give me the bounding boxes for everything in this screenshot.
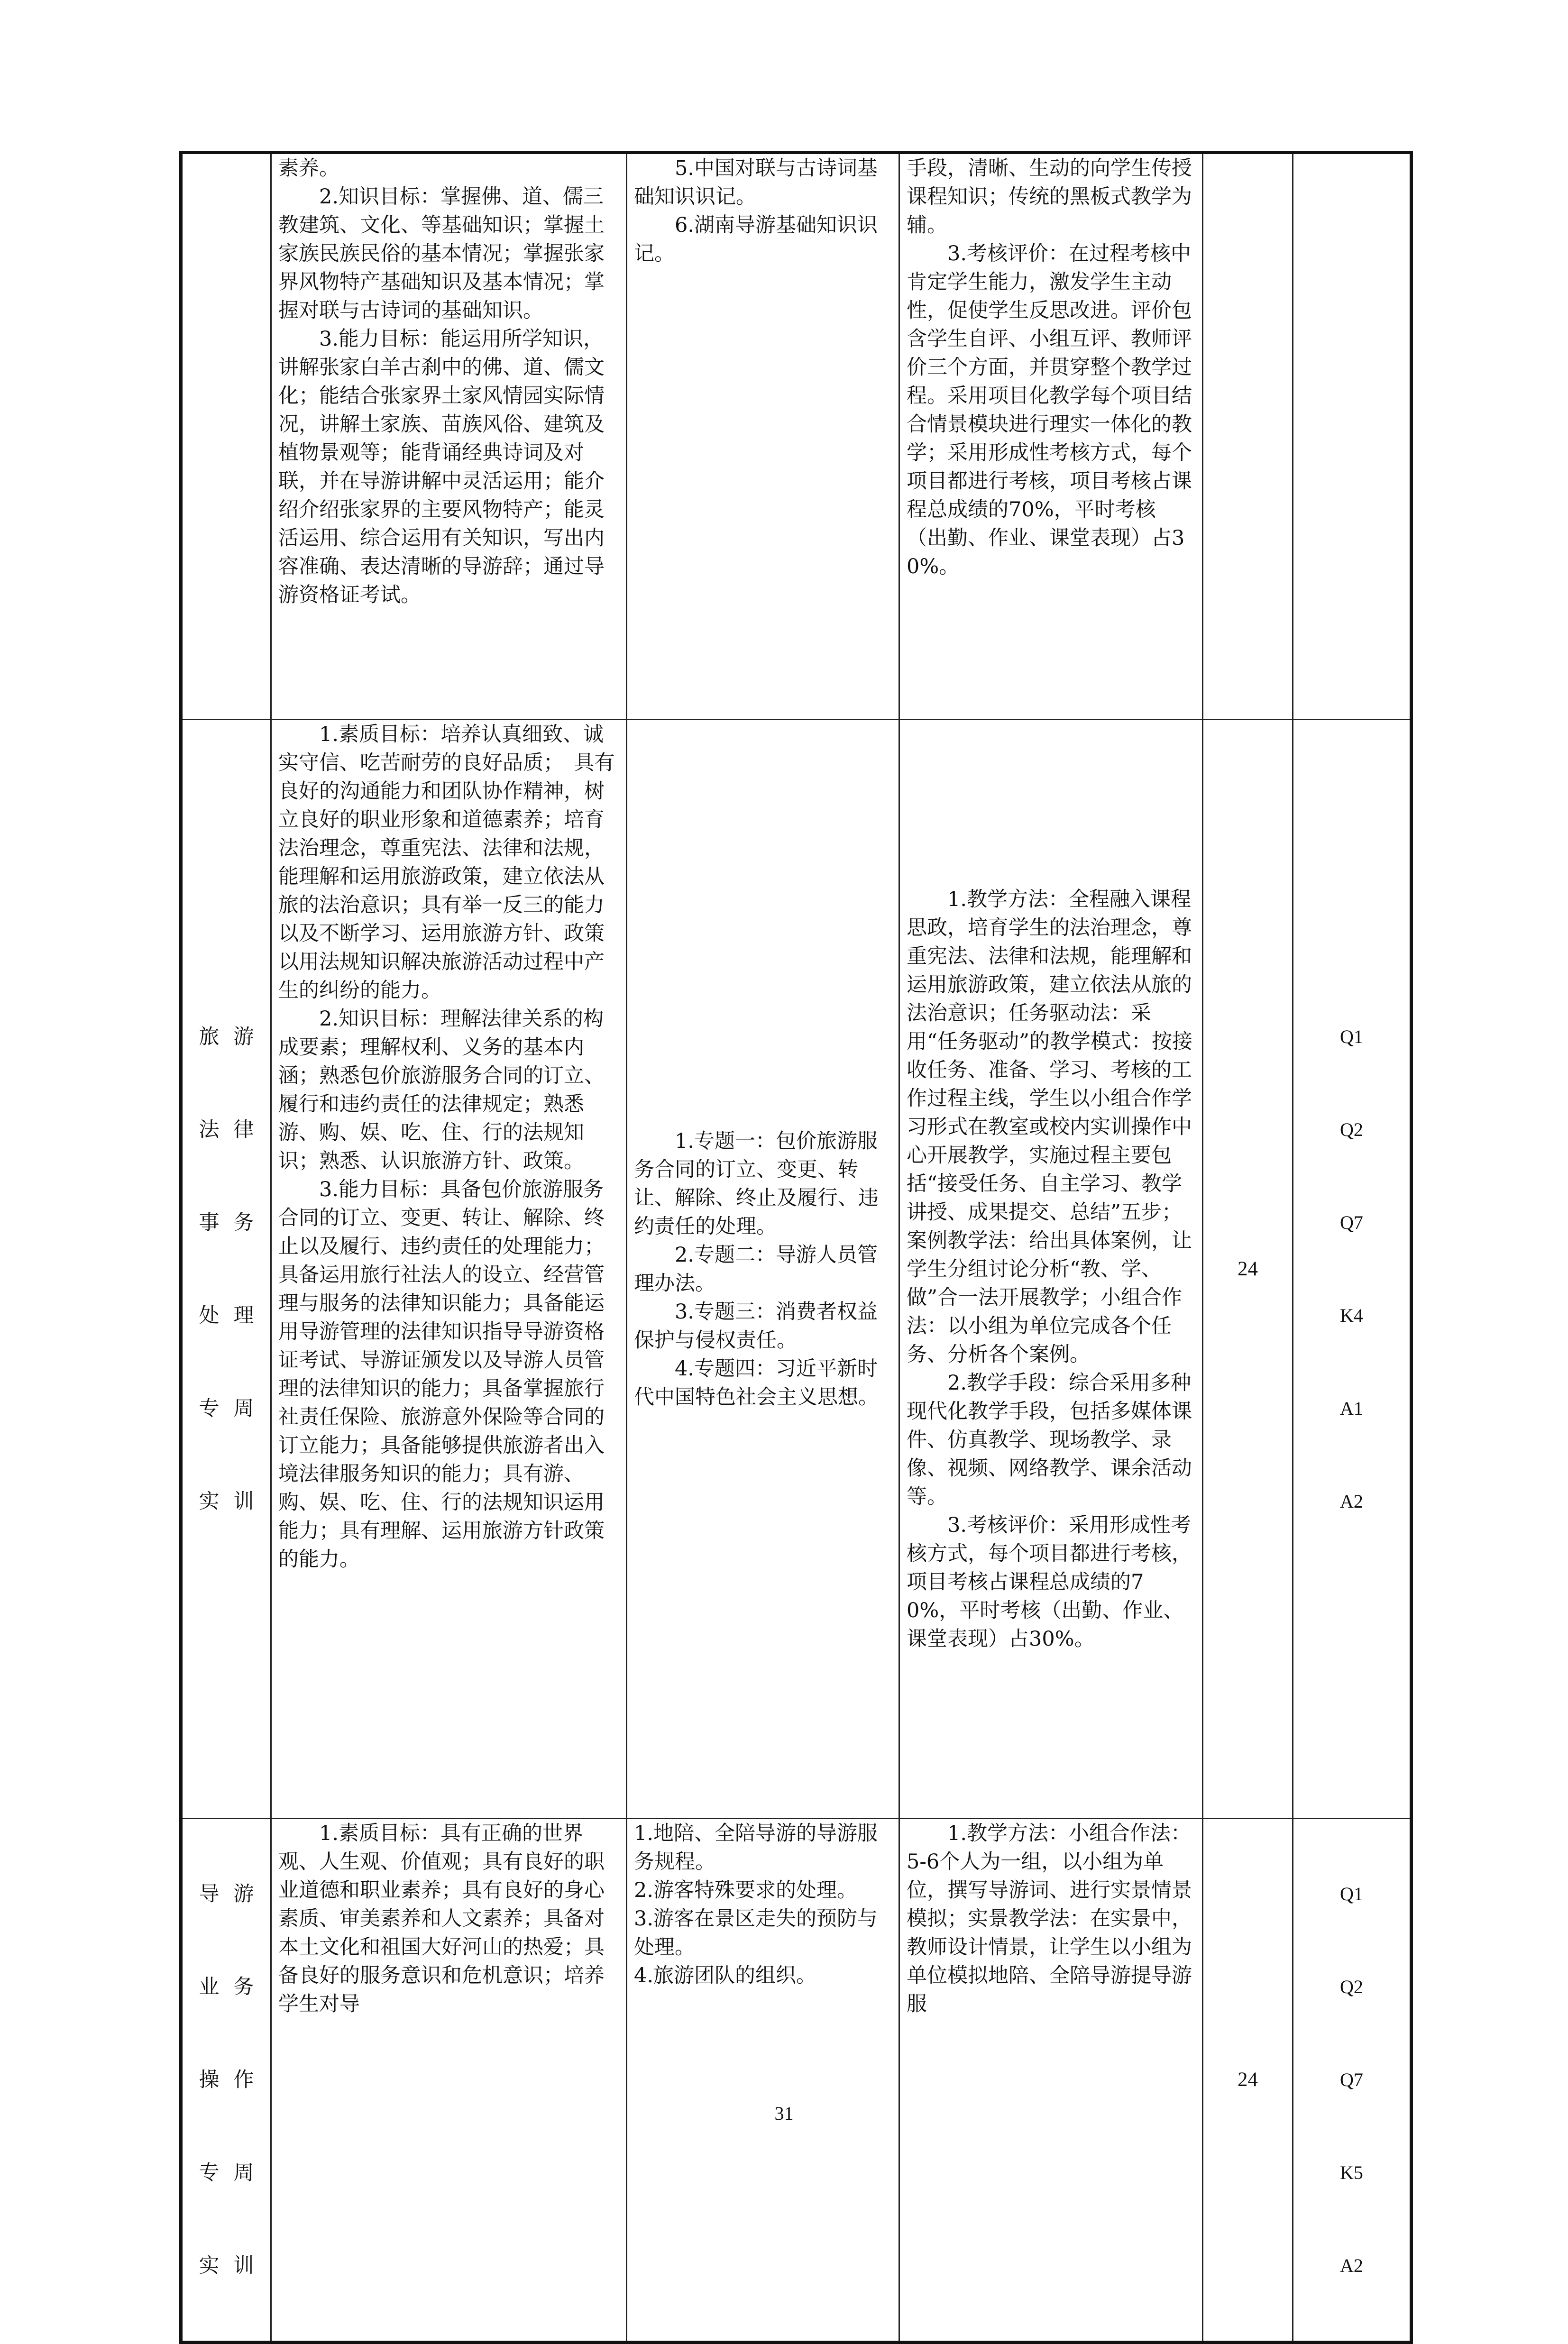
course-name-line: 实训 [199,1489,268,1513]
hours-cell: 24 [1203,1819,1293,2343]
course-content-cell: 1.专题一：包价旅游服务合同的订立、变更、转让、解除、终止及履行、违约责任的处理。 2.专题二：导游人员管理办法。 3.专题三：消费者权益保护与侵权责任。 4.专题四：习近平新时代中国特色社会主义思想。 [627,720,899,1819]
course-goals-cell: 1.素质目标：培养认真细致、诚实守信、吃苦耐劳的良好品质； 具有良好的沟通能力和团队协作精神，树立良好的职业形象和道德素养；培育法治理念，尊重宪法、法律和法规，能理解和运用旅游政策，建立依法从旅的法治意识；具有举一反三的能力以及不断学习、运用旅游方针、政策以用法规知识解决旅游活动过程中产生的纠纷的能力。 2.知识目标：理解法律关系的构成要素；理解权利、义务的基本内涵；熟悉包价旅游服务合同的订立、履行和违约责任的法律规定；熟悉游、购、娱、吃、住、行的法规知识；熟悉、认识旅游方针、政策。 3.能力目标：具备包价旅游服务合同的订立、变更、转让、解除、终止以及履行、违约责任的处理能力；具备运用旅行社法人的设立、经营管理与服务的法律知识能力；具备能运用导游管理的法律知识指导导游资格证考试、导游证颁发以及导游人员管理的法律知识的能力；具备掌握旅行社责任保险、旅游意外保险等合同的订立能力；具备能够提供旅游者出入境法律服务知识的能力；具有游、购、娱、吃、住、行的法规知识运用能力；具有理解、运用旅游方针政策的能力。 [271,720,627,1819]
course-content-cell: 5.中国对联与古诗词基础知识识记。 6.湖南导游基础知识识记。 [627,153,899,720]
course-name-cell [181,153,271,720]
course-name-cell [181,720,271,1819]
ability-code: Q1 [1340,1883,1363,1904]
table-row-guide-operations [181,1819,1412,2343]
page-number: 31 [774,2103,794,2124]
course-goals-cell: 素养。 2.知识目标：掌握佛、道、儒三教建筑、文化、等基础知识；掌握土家族民族民俗的基本情况；掌握张家界风物特产基础知识及基本情况；掌握对联与古诗词的基础知识。 3.能力目标：能运用所学知识，讲解张家白羊古刹中的佛、道、儒文化；能结合张家界土家风情园实际情况，讲解土家族、苗族风俗、建筑及植物景观等；能背诵经典诗词及对联，并在导游讲解中灵活运用；能介绍介绍张家界的主要风物特产；能灵活运用、综合运用有关知识，写出内容准确、表达清晰的导游辞；通过导游资格证考试。 [271,153,627,720]
ability-code: K4 [1340,1304,1363,1326]
course-name-line: 处理 [199,1303,268,1328]
ability-code: Q2 [1340,1976,1363,1997]
ability-code: K5 [1340,2162,1363,2183]
course-name-line: 业务 [199,1975,268,1999]
table-row-continued [181,153,1412,720]
ability-codes-cell [1293,720,1412,1819]
teaching-methods-cell: 1.教学方法：小组合作法：5-6个人为一组，以小组为单位，撰写导游词、进行实景情景模拟；实景教学法：在实景中，教师设计情景，让学生以小组为单位模拟地陪、全陪导游提导游服 [899,1819,1203,2343]
ability-code: Q7 [1340,2069,1363,2090]
ability-code: A1 [1340,1397,1363,1419]
ability-codes-cell [1293,1819,1412,2343]
ability-code: A2 [1340,1490,1363,1512]
teaching-methods-cell: 1.教学方法：全程融入课程思政，培育学生的法治理念，尊重宪法、法律和法规，能理解和运用旅游政策，建立依法从旅的法治意识；任务驱动法：采用“任务驱动”的教学模式：按接收任务、准备、学习、考核的工作过程主线，学生以小组合作学习形式在教室或校内实训操作中心开展教学，实施过程主要包括“接受任务、自主学习、教学讲授、成果提交、总结”五步；案例教学法：给出具体案例，让学生分组讨论分析“教、学、做”合一法开展教学；小组合作法：以小组为单位完成各个任务、分析各个案例。 2.教学手段：综合采用多种现代化教学手段，包括多媒体课件、仿真教学、现场教学、录像、视频、网络教学、课余活动等。 3.考核评价：采用形成性考核方式，每个项目都进行考核，项目考核占课程总成绩的70%，平时考核（出勤、作业、课堂表现）占30%。 [899,720,1203,1819]
course-name-cell [181,1819,271,2343]
ability-code: Q1 [1340,1026,1363,1047]
course-table [179,151,1413,2344]
ability-code: Q7 [1340,1211,1363,1233]
course-name-line: 实训 [199,2254,268,2278]
ability-codes-cell [1293,153,1412,720]
hours-cell [1203,153,1293,720]
course-name-line: 操作 [199,2068,268,2092]
course-name-line: 事务 [199,1210,268,1235]
course-name-line: 导游 [199,1882,268,1906]
ability-code: A2 [1340,2255,1363,2276]
teaching-methods-cell: 手段，清晰、生动的向学生传授课程知识；传统的黑板式教学为辅。 3.考核评价：在过程考核中肯定学生能力，激发学生主动性，促使学生反思改进。评价包含学生自评、小组互评、教师评价三个方面，并贯穿整个教学过程。采用项目化教学每个项目结合情景模块进行理实一体化的教学；采用形成性考核方式，每个项目都进行考核，项目考核占课程总成绩的70%，平时考核（出勤、作业、课堂表现）占30%。 [899,153,1203,720]
course-goals-cell: 1.素质目标：具有正确的世界观、人生观、价值观；具有良好的职业道德和职业素养；具有良好的身心素质、审美素养和人文素养；具备对本土文化和祖国大好河山的热爱；具备良好的服务意识和危机意识；培养学生对导 [271,1819,627,2343]
table-row-tourism-law [181,720,1412,1819]
course-name-line: 专周 [199,1396,268,1420]
course-name-line: 旅游 [199,1025,268,1049]
hours-cell: 24 [1203,720,1293,1819]
course-name-line: 专周 [199,2161,268,2185]
course-name-line: 法律 [199,1117,268,1142]
course-content-cell: 1.地陪、全陪导游的导游服务规程。 2.游客特殊要求的处理。 3.游客在景区走失的预防与处理。 4.旅游团队的组织。 [627,1819,899,2343]
ability-code: Q2 [1340,1118,1363,1140]
